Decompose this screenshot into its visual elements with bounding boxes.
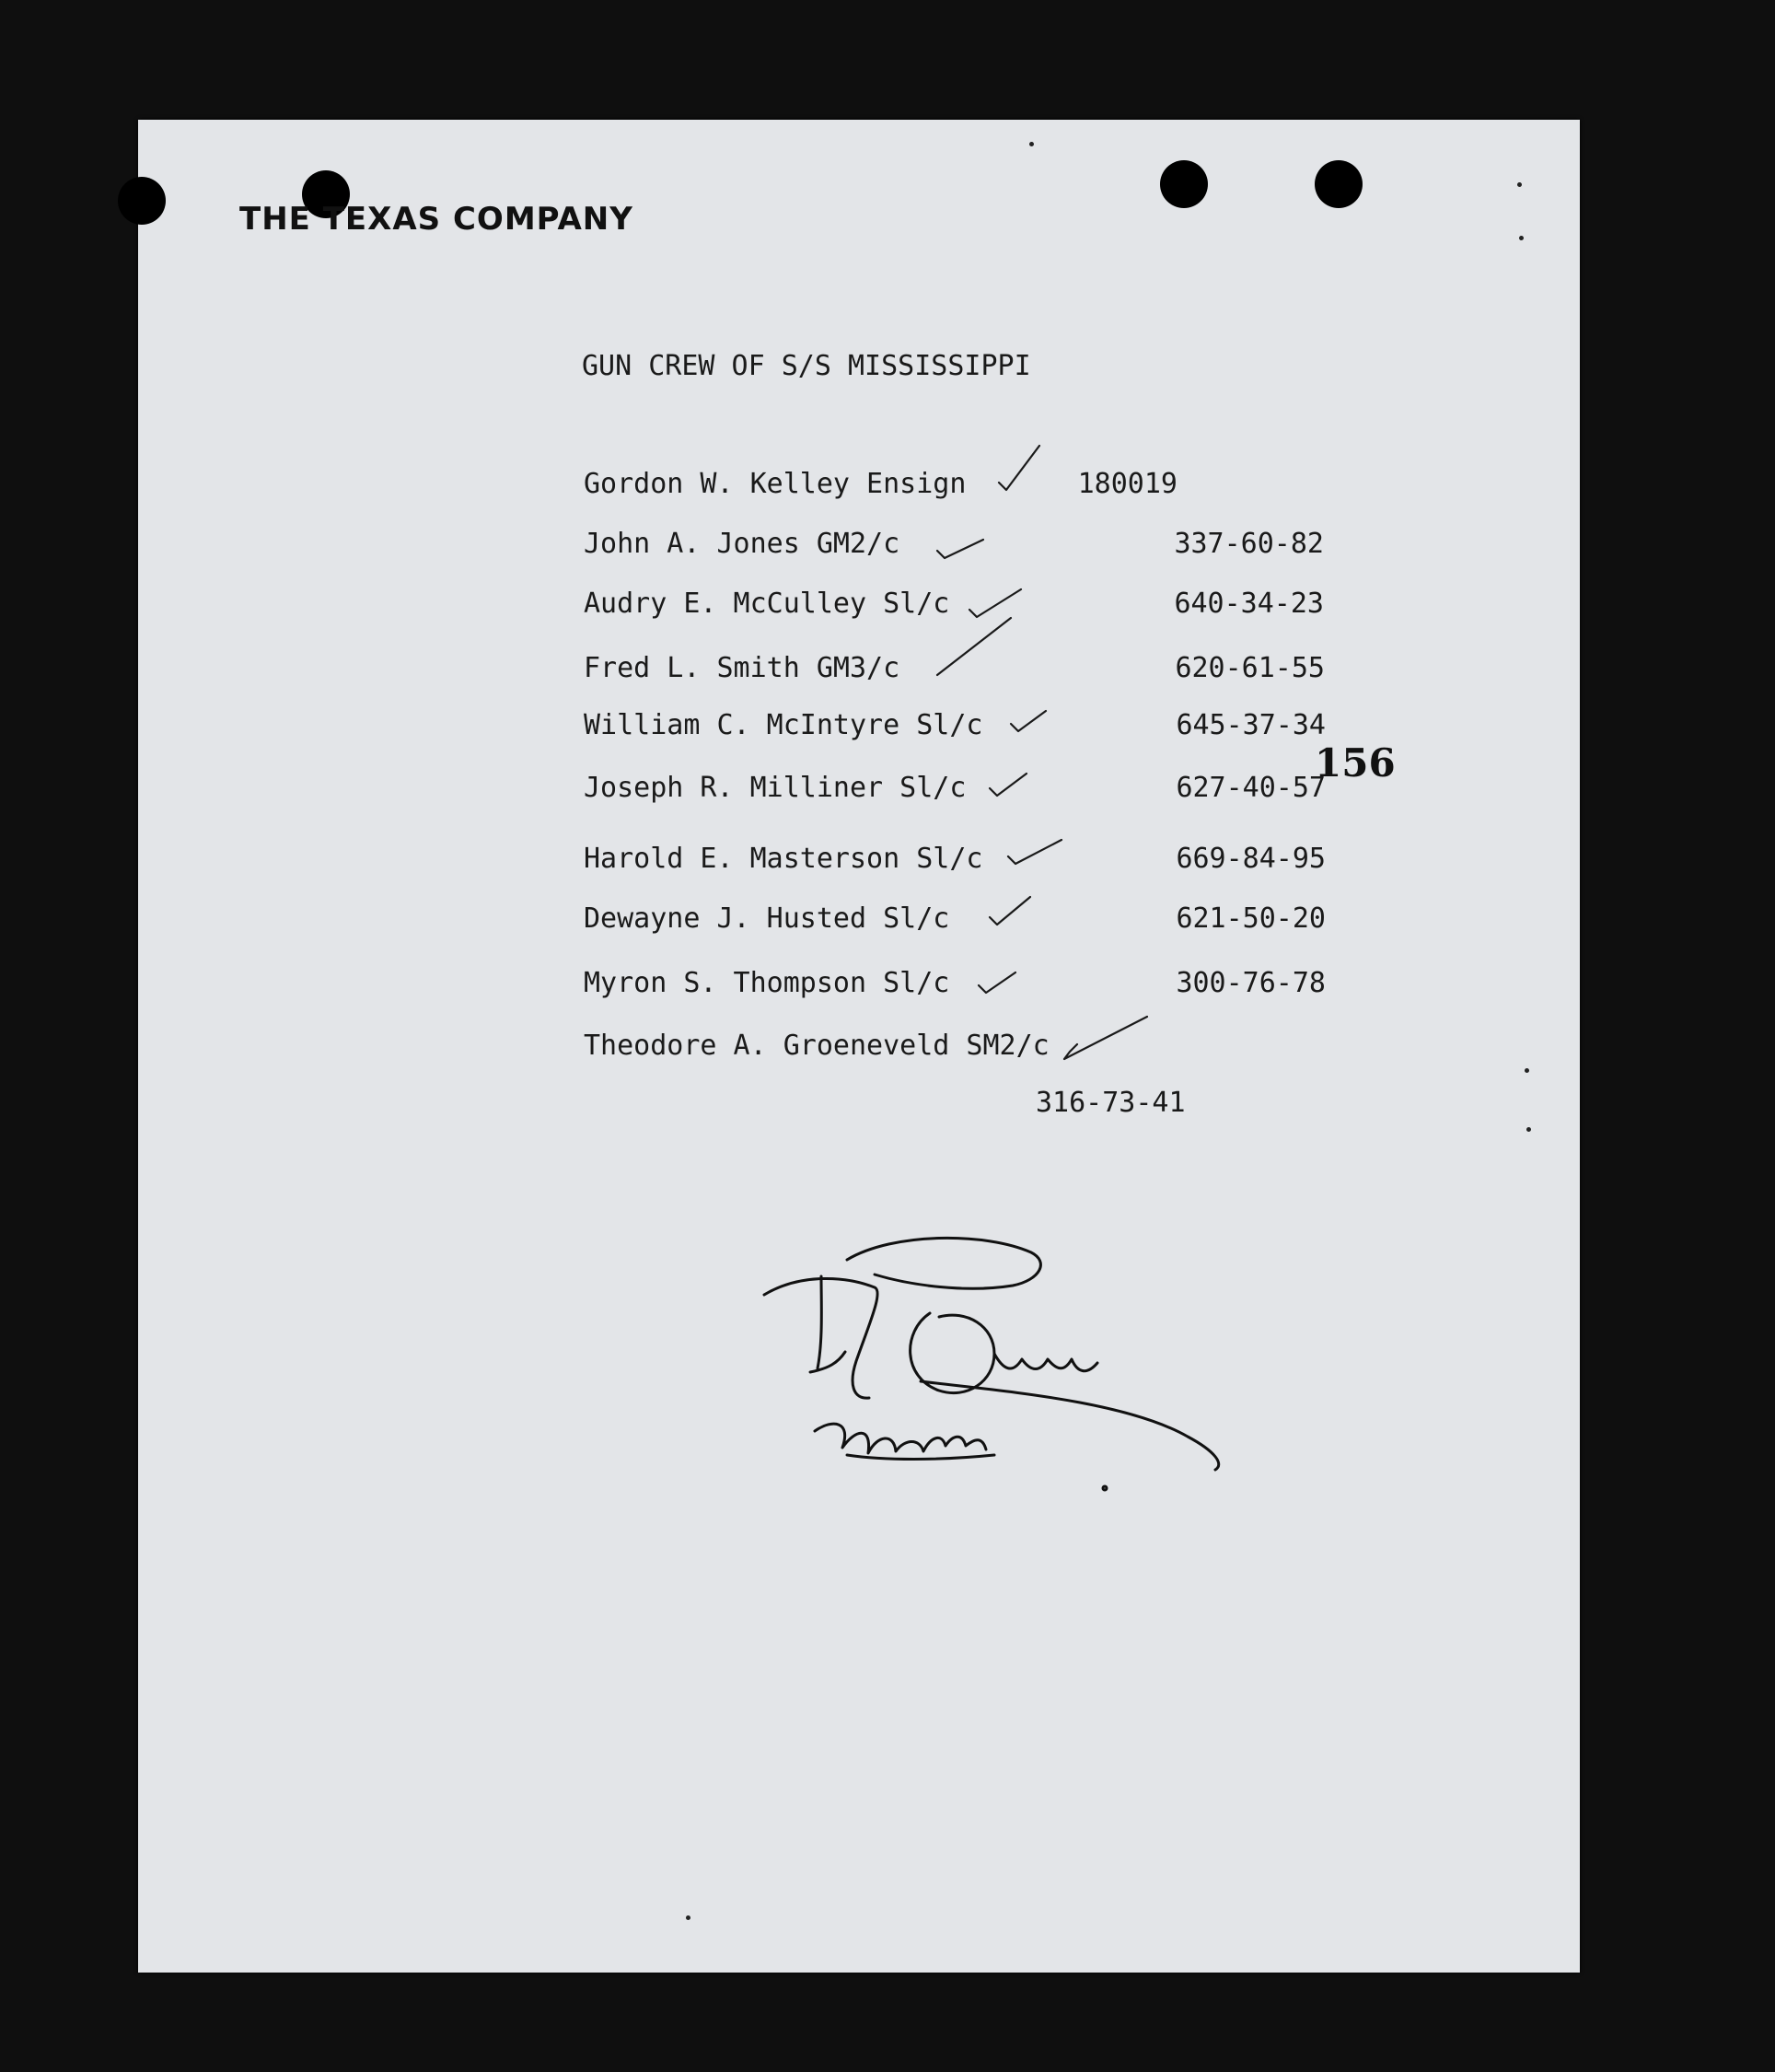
check-mark [979,972,1015,993]
service-number: 640-34-23 [1174,588,1324,620]
crew-name: Harold E. Masterson Sl/c [584,843,983,875]
check-mark [1011,711,1046,731]
crew-name: Joseph R. Milliner Sl/c [584,772,967,804]
check-mark [937,540,983,558]
crew-name: Theodore A. Groeneveld SM2/c [584,1030,1050,1062]
service-number: 669-84-95 [1176,843,1326,875]
service-number: 180019 [1077,468,1178,500]
document-title: GUN CREW OF S/S MISSISSIPPI [582,350,1031,382]
check-mark [1064,1017,1147,1059]
handwriting-overlay [138,120,1580,1973]
service-number: 645-37-34 [1176,709,1326,741]
service-number: 627-40-57 [1176,772,1326,804]
check-mark [990,897,1030,925]
crew-name: William C. McIntyre Sl/c [584,709,983,741]
service-number: 621-50-20 [1176,902,1326,935]
check-mark [999,446,1039,490]
service-number: 316-73-41 [1036,1087,1186,1119]
crew-name: Fred L. Smith GM3/c [584,652,900,684]
signature [764,1238,1219,1490]
service-number: 300-76-78 [1176,967,1326,999]
crew-name: Myron S. Thompson Sl/c [584,967,950,999]
service-number: 620-61-55 [1175,652,1325,684]
crew-name: John A. Jones GM2/c [584,528,900,560]
letterhead: THE TEXAS COMPANY [239,201,633,238]
crew-name: Audry E. McCulley Sl/c [584,588,950,620]
check-mark [937,618,1011,675]
document-page [138,120,1580,1973]
page-number: 156 [1315,740,1396,786]
check-mark [969,589,1021,617]
service-number: 337-60-82 [1174,528,1324,560]
check-mark [990,774,1027,796]
crew-name: Dewayne J. Husted Sl/c [584,902,950,935]
crew-name: Gordon W. Kelley Ensign [584,468,967,500]
check-mark [1008,840,1062,864]
